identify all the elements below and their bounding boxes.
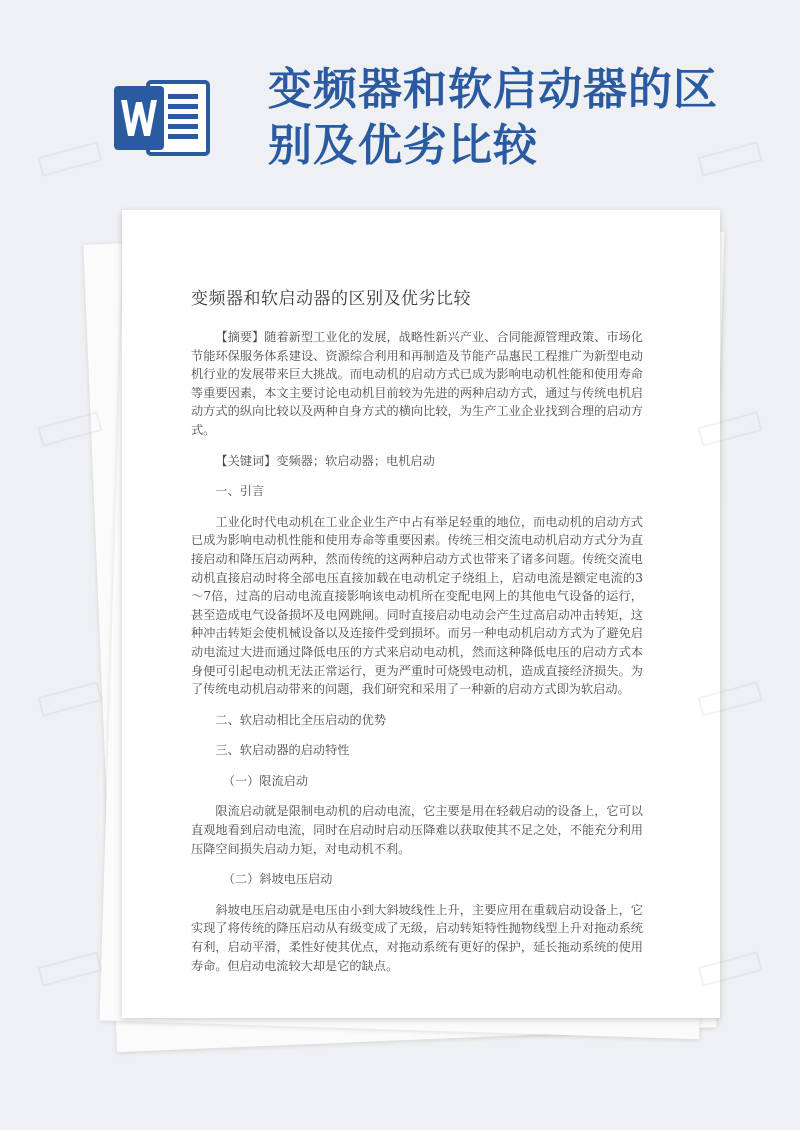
- document-title: 变频器和软启动器的区别及优劣比较: [191, 289, 471, 309]
- section-heading: 二、软启动相比全压启动的优势: [215, 712, 387, 727]
- section-heading: 一、引言: [215, 484, 265, 499]
- keywords-paragraph: 【关键词】变频器；软启动器；电机启动: [215, 453, 435, 468]
- section-heading: 三、软启动器的启动特性: [215, 743, 350, 758]
- document-page: [122, 210, 720, 1018]
- body-paragraph: 限流启动就是限制电动机的启动电流，它主要是用在轻载启动的设备上，它可以直观地看到启动电流，同时在启动时启动压降难以获取使其不足之处，不能充分利用压降空间损失启动力矩，对电动机不利。: [191, 804, 643, 856]
- document-body: [191, 328, 643, 975]
- abstract-paragraph: 【摘要】随着新型工业化的发展，战略性新兴产业、合同能源管理政策、市场化节能环保服务体系建设、资源综合利用和再制造及节能产品惠民工程推广为新型电动机行业的发展带来巨大挑战。而电动机的启动方式已成为影响电动机性能和使用寿命等重要因素，本文主要讨论电动机目前较为先进的两种启动方式，通过与传统电机启动方式的纵向比较以及两种自身方式的横向比较，为生产工业企业找到合理的启动方式。: [191, 330, 643, 437]
- page-title: 变频器和软启动器的区别及优劣比较: [268, 64, 718, 171]
- body-paragraph: 工业化时代电动机在工业企业生产中占有举足轻重的地位，而电动机的启动方式已成为影响电动机性能和使用寿命等重要因素。传统三相交流电动机启动方式分为直接启动和降压启动两种，然而传统的这两种启动方式也带来了诸多问题。传统交流电动机直接启动时将全部电压直接加载在电动机定子绕组上，启动电流是额定电流的3～7倍，过高的启动电流直接影响该电动机所在变配电网上的其他电气设备的运行，甚至造成电气设备损坏及电网跳闸。同时直接启动电动会产生过高启动冲击转矩，这种冲击转矩会使机械设备以及连接件受到损坏。而另一种电动机启动方式为了避免启动电流过大进而通过降低电压的方式来启动电动机，然而这种降低电压的启动方式本身便可引起电动机无法正常运行，更为严重时可烧毁电动机，造成直接经济损失。为了传统电动机启动带来的问题，我们研究和采用了一种新的启动方式即为软启动。: [191, 514, 643, 697]
- subsection-heading: （一）限流启动: [222, 773, 309, 788]
- body-paragraph: 斜坡电压启动就是电压由小到大斜坡线性上升，主要应用在重载启动设备上，它实现了将传统的降压启动从有级变成了无级，启动转矩特性抛物线型上升对拖动系统有利，启动平滑，柔性好使其优点，对拖动系统有更好的保护，延长拖动系统的使用寿命。但启动电流较大却是它的缺点。: [191, 902, 643, 973]
- subsection-heading: （二）斜坡电压启动: [222, 872, 333, 887]
- word-document-icon: [112, 80, 212, 156]
